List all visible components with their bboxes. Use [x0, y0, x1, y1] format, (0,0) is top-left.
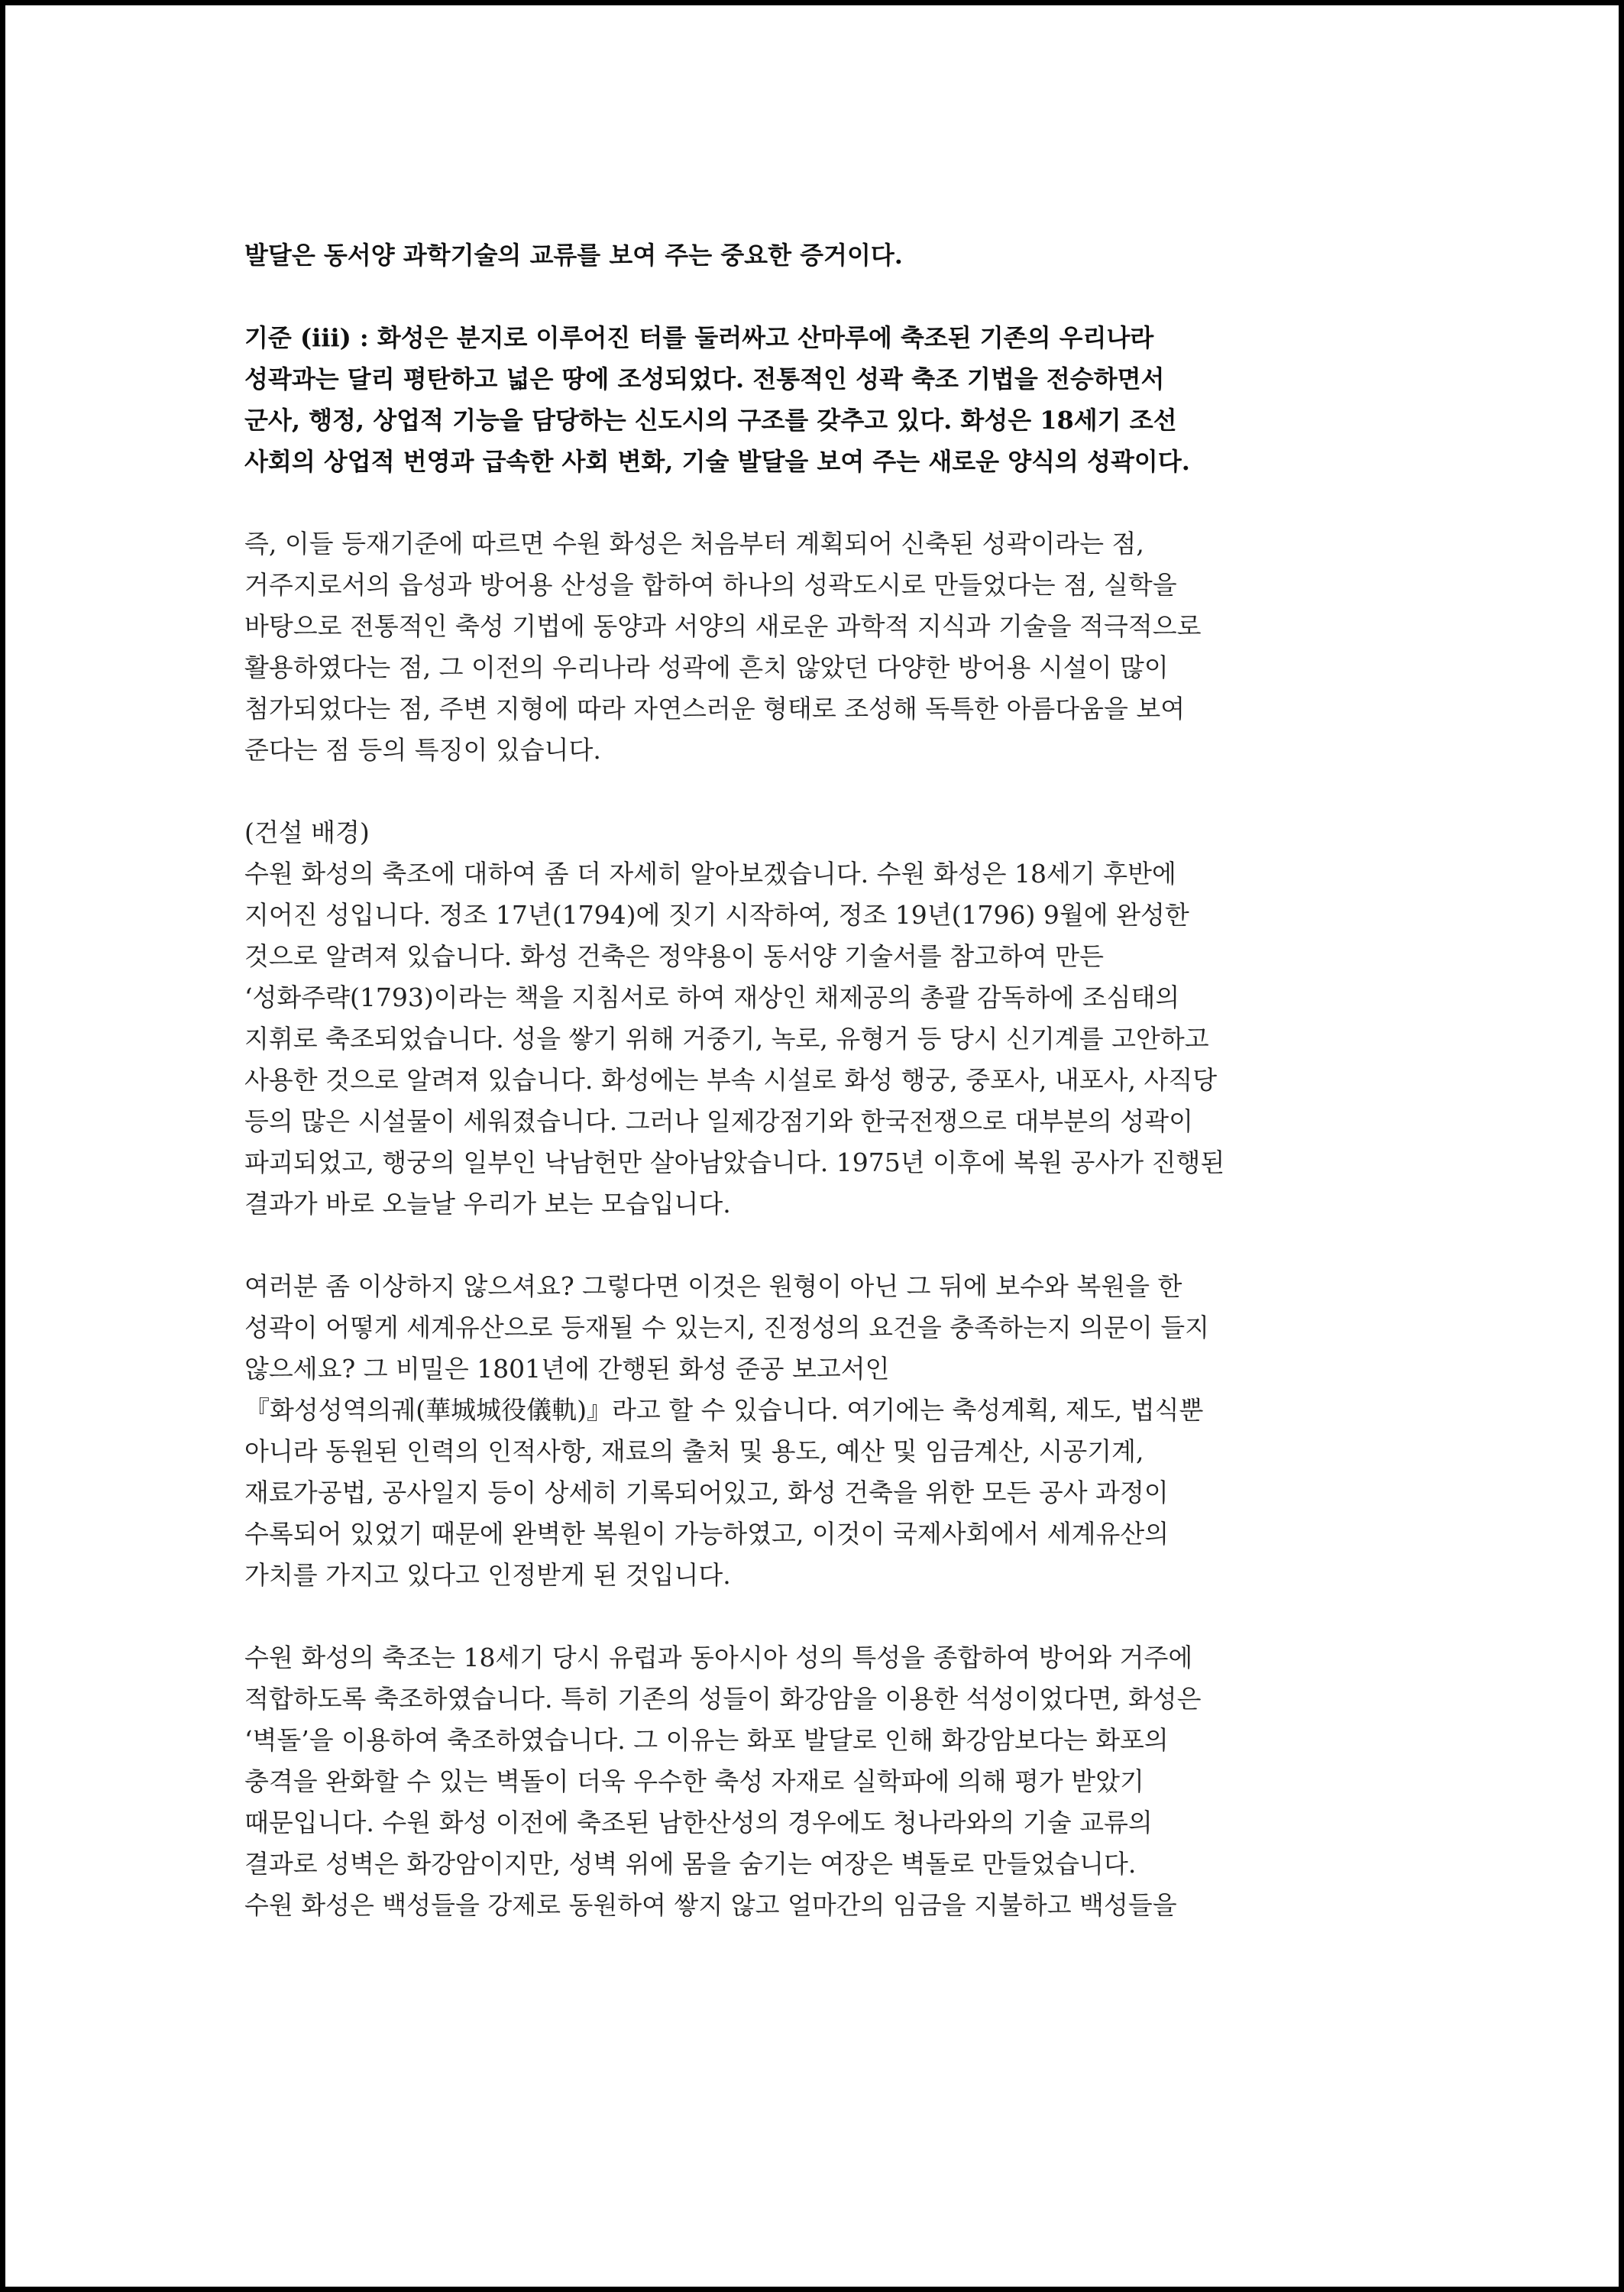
text-line: 발달은 동서양 과학기술의 교류를 보여 주는 중요한 증거이다. [244, 241, 903, 270]
text-line: 기준 (ⅲ) : 화성은 분지로 이루어진 터를 둘러싸고 산마루에 축조된 기존의 우리나라 [244, 323, 1154, 352]
text-line: 성곽과는 달리 평탄하고 넓은 땅에 조성되었다. 전통적인 성곽 축조 기법을 전승하면서 [244, 364, 1165, 393]
text-line: 군사, 행정, 상업적 기능을 담당하는 신도시의 구조를 갖추고 있다. 화성은 18세기 조선 [244, 406, 1177, 435]
restoration-paragraph [244, 1266, 1436, 1596]
text-line: ‘성화주략(1793)이라는 책을 지침서로 하여 재상인 채제공의 총괄 감독하에 조심태의 [244, 983, 1180, 1012]
text-line: ‘벽돌’을 이용하여 축조하였습니다. 그 이유는 화포 발달로 인해 화강암보다는 화포의 [244, 1725, 1169, 1755]
section-heading: (건설 배경) [244, 817, 370, 847]
text-line: 수원 화성의 축조는 18세기 당시 유럽과 동아시아 성의 특성을 종합하여 방어와 거주에 [244, 1643, 1193, 1672]
text-line: 즉, 이들 등재기준에 따르면 수원 화성은 처음부터 계획되어 신축된 성곽이라는 점, [244, 529, 1144, 558]
text-line: 지휘로 축조되었습니다. 성을 쌓기 위해 거중기, 녹로, 유형거 등 당시 신기계를 고안하고 [244, 1024, 1209, 1054]
construction-paragraph [244, 1637, 1436, 1926]
text-line: 거주지로서의 읍성과 방어용 산성을 합하여 하나의 성곽도시로 만들었다는 점, 실학을 [244, 570, 1177, 600]
criterion-iii-paragraph [244, 317, 1436, 482]
text-line: 아니라 동원된 인력의 인적사항, 재료의 출처 및 용도, 예산 및 임금계산, 시공기계, [244, 1436, 1144, 1466]
summary-paragraph [244, 523, 1436, 771]
text-line: 때문입니다. 수원 화성 이전에 축조된 남한산성의 경우에도 청나라와의 기술 교류의 [244, 1808, 1153, 1837]
text-line: 『화성성역의궤(華城城役儀軌)』라고 할 수 있습니다. 여기에는 축성계획, 제도, 법식뿐 [244, 1395, 1204, 1425]
text-line: 파괴되었고, 행궁의 일부인 낙남헌만 살아남았습니다. 1975년 이후에 복원 공사가 진행된 [244, 1148, 1225, 1177]
text-line: 등의 많은 시설물이 세워졌습니다. 그러나 일제강점기와 한국전쟁으로 대부분의 성곽이 [244, 1106, 1194, 1136]
document-body [244, 235, 1436, 1926]
text-line: 수록되어 있었기 때문에 완벽한 복원이 가능하였고, 이것이 국제사회에서 세계유산의 [244, 1519, 1169, 1549]
background-section [244, 812, 1436, 1225]
text-line: 충격을 완화할 수 있는 벽돌이 더욱 우수한 축성 자재로 실학파에 의해 평가 받았기 [244, 1766, 1144, 1796]
text-line: 성곽이 어떻게 세계유산으로 등재될 수 있는지, 진정성의 요건을 충족하는지 의문이 들지 [244, 1313, 1209, 1342]
intro-paragraph [244, 235, 1436, 276]
text-line: 준다는 점 등의 특징이 있습니다. [244, 735, 601, 765]
text-line: 활용하였다는 점, 그 이전의 우리나라 성곽에 흔치 않았던 다양한 방어용 시설이 많이 [244, 652, 1169, 682]
text-line: 사용한 것으로 알려져 있습니다. 화성에는 부속 시설로 화성 행궁, 중포사, 내포사, 사직당 [244, 1065, 1218, 1095]
text-line: 결과로 성벽은 화강암이지만, 성벽 위에 몸을 숨기는 여장은 벽돌로 만들었습니다. [244, 1849, 1137, 1879]
text-line: 첨가되었다는 점, 주변 지형에 따라 자연스러운 형태로 조성해 독특한 아름다움을 보여 [244, 694, 1186, 724]
text-line: 재료가공법, 공사일지 등이 상세히 기록되어있고, 화성 건축을 위한 모든 공사 과정이 [244, 1478, 1169, 1507]
text-line: 수원 화성의 축조에 대하여 좀 더 자세히 알아보겠습니다. 수원 화성은 18세기 후반에 [244, 859, 1176, 889]
text-line: 결과가 바로 오늘날 우리가 보는 모습입니다. [244, 1189, 731, 1219]
text-line: 않으세요? 그 비밀은 1801년에 간행된 화성 준공 보고서인 [244, 1354, 890, 1384]
text-line: 가치를 가지고 있다고 인정받게 된 것입니다. [244, 1560, 731, 1590]
text-line: 것으로 알려져 있습니다. 화성 건축은 정약용이 동서양 기술서를 참고하여 만든 [244, 941, 1104, 971]
text-line: 여러분 좀 이상하지 않으셔요? 그렇다면 이것은 원형이 아닌 그 뒤에 보수와 복원을 한 [244, 1271, 1182, 1301]
text-line: 수원 화성은 백성들을 강제로 동원하여 쌓지 않고 얼마간의 임금을 지불하고 백성들을 [244, 1890, 1177, 1920]
text-line: 적합하도록 축조하였습니다. 특히 기존의 성들이 화강암을 이용한 석성이었다면, 화성은 [244, 1684, 1202, 1714]
text-line: 지어진 성입니다. 정조 17년(1794)에 짓기 시작하여, 정조 19년(1796) 9월에 완성한 [244, 900, 1189, 930]
text-line: 사회의 상업적 번영과 급속한 사회 변화, 기술 발달을 보여 주는 새로운 양식의 성곽이다. [244, 447, 1190, 476]
text-line: 바탕으로 전통적인 축성 기법에 동양과 서양의 새로운 과학적 지식과 기술을 적극적으로 [244, 611, 1202, 641]
